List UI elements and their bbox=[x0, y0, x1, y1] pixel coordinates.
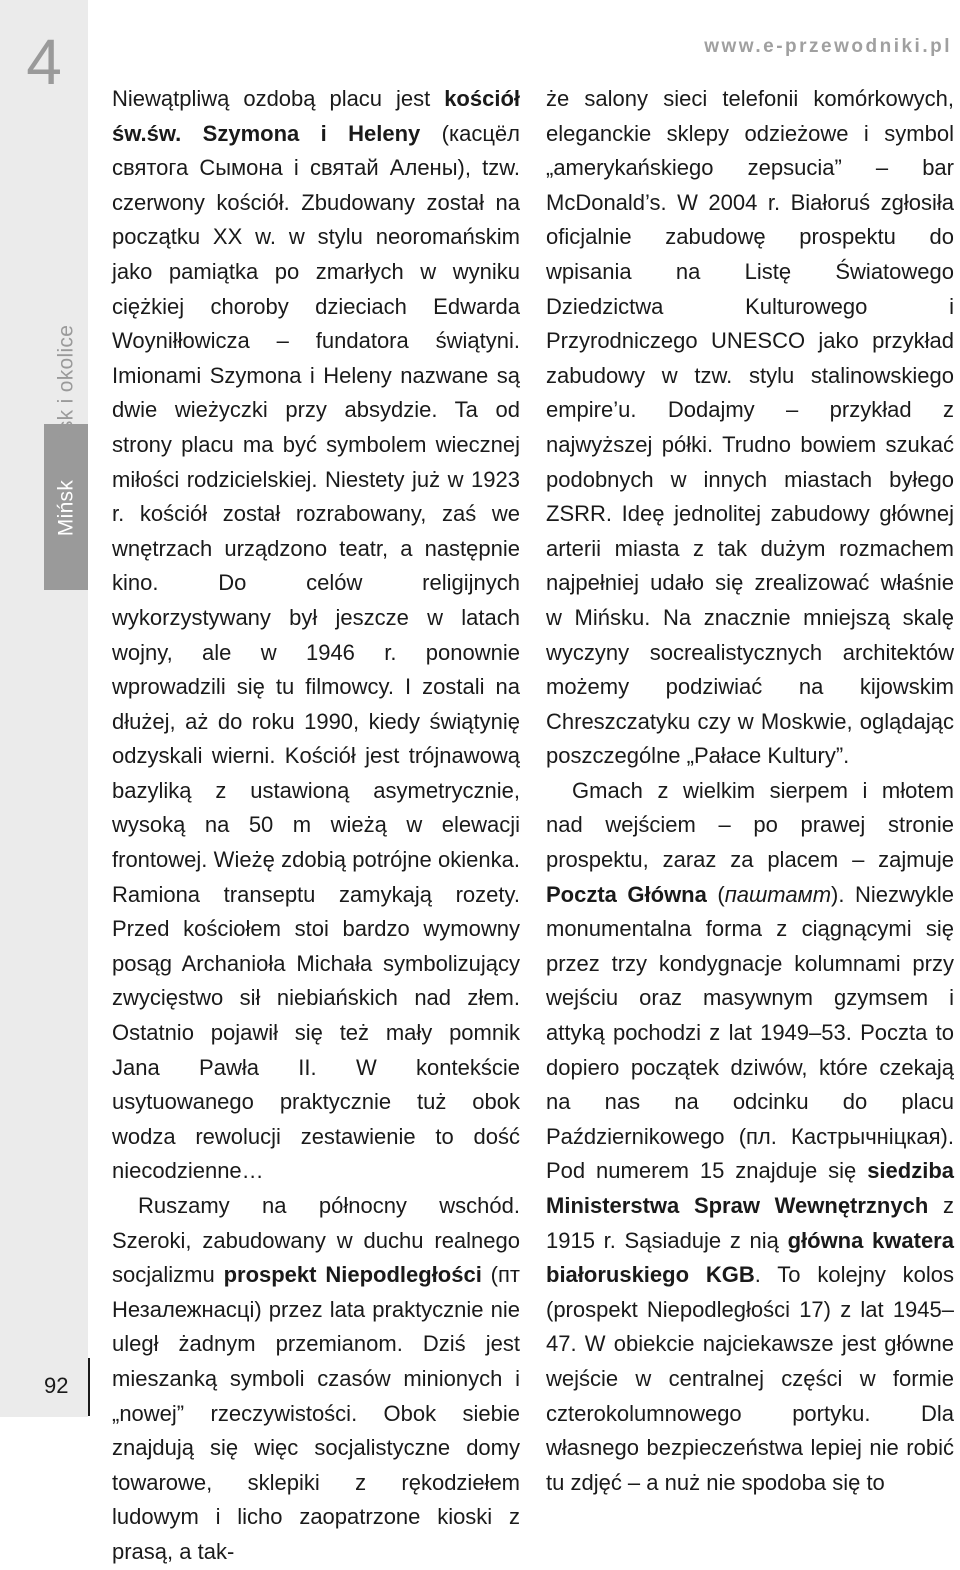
page-number: 92 bbox=[44, 1373, 69, 1398]
paragraph-text: ( bbox=[706, 881, 725, 907]
section-city: Mińsk bbox=[54, 479, 78, 537]
page-number-rule bbox=[88, 1358, 90, 1416]
paragraph bbox=[112, 1189, 520, 1570]
paragraph-text: ). Niezwykle monumentalna forma z ciągnącymi się przez trzy kondygnacje kolumnami przy wejściu oraz masywnym gzymsem i attyką pochodzi z lat 1949–53. Poczta to dopiero początek dziwów, które czekają na nas na odcinku do placu Październikowego (пл. Кастрычніцкая). Pod numerem 15 znajduje się bbox=[546, 881, 954, 1184]
right-column bbox=[546, 82, 954, 1500]
site-url: www.e-przewodniki.pl bbox=[704, 36, 952, 57]
paragraph bbox=[112, 82, 520, 1189]
paragraph-text: . To kolejny kolos (prospekt Niepodległości 17) z lat 1945–47. W obiekcie najciekawsze jest główne wejście w centralnej części w formie czterokolumnowego portyku. Dla własnego bezpieczeństwa lepiej nie robić tu zdjęć – a nuż nie spodoba się to bbox=[546, 1262, 954, 1495]
sidebar bbox=[0, 0, 88, 1417]
paragraph bbox=[546, 774, 954, 1500]
paragraph-text: Niewątpliwą ozdobą placu jest bbox=[112, 86, 445, 111]
highlight-kgb: główna kwatera białoruskiego KGB bbox=[546, 1227, 954, 1288]
paragraph-text: że salony sieci telefonii komórkowych, eleganckie sklepy odzieżowe i symbol „amerykańskiego zepsucia” – bar McDonald’s. W 2004 r. Białoruś zgłosiła oficjalnie zabudowę prospektu do wpisania na Listę Światowego Dziedzictwa Kulturowego i Przyrodniczego UNESCO jako przykład zabudowy w tzw. stylu stalinowskiego empire’u. Dodajmy – przykład z najwyższej półki. Trudno bowiem szukać podobnych w innych miastach byłego ZSRR. Ideę jednolitej zabudowy głównej arterii miasta z tak dużym rozmachem najpełniej udało się zrealizować właśnie w Mińsku. Na znacznie mniejszą skalę wyczyny socrealistycznych architektów możemy podziwiać na kijowskim Chreszczatyku czy w Moskwie, oglądając poszczególne „Pałace Kultury”. bbox=[546, 86, 954, 769]
italic-term: паштамт bbox=[724, 881, 832, 907]
highlight-prospekt: prospekt Niepodległości bbox=[223, 1262, 482, 1288]
left-column bbox=[112, 82, 520, 1570]
chapter-number: 4 bbox=[26, 26, 62, 98]
paragraph-text: Gmach z wielkim sierpem i młotem nad wejściem – po prawej stronie prospektu, zaraz za placem – zajmuje bbox=[546, 777, 954, 873]
paragraph-text: (пт Незалежнасці) przez lata praktycznie nie uległ żadnym przemianom. Dziś jest mieszanką symboli czasów minionych i „nowej” rzeczywistości. Obok siebie znajdują się więc socjalistyczne domy towarowe, sklepiki z rękodziełem ludowym i licho zaopatrzone kioski z prasą, a tak- bbox=[112, 1262, 520, 1564]
paragraph-text: Ruszamy na północny wschód. Szeroki, zabudowany w duchu realnego socjalizmu bbox=[112, 1193, 520, 1288]
section-region: Mińsk i okolice bbox=[54, 324, 78, 466]
paragraph-text: (касцёл святога Сымона і святай Алены), tzw. czerwony kościół. Zbudowany został na początku XX w. w stylu neoromańskim jako pamiątka po zmarłych w wyniku ciężkiej choroby dzieciach Edwarda Woyniłłowicza – fundatora świątyni. Imionami Szymona i Heleny nazwane są dwie wieżyczki przy absydzie. Ta od strony placu ma być symbolem wiecznej miłości rodzicielskiej. Niestety już w 1923 r. kościół został rozrabowany, zaś we wnętrzach urządzono teatr, a następnie kino. Do celów religijnych wykorzystywany był jeszcze w latach wojny, ale w 1946 r. ponownie wprowadzili się tu filmowcy. I zostali na dłużej, aż do roku 1990, kiedy świątynię odzyskali wierni. Kościół jest trójnawową bazyliką z ustawioną asymetrycznie, wysoką na 50 m wieżą w elewacji frontowej. Wieżę zdobią potrójne okienka. Ramiona transeptu zamykają rozety. Przed kościołem stoi bardzo wymowny posąg Archanioła Michała symbolizujący zwycięstwo sił niebiańskich nad złem. Ostatnio pojawił się też mały pomnik Jana Pawła II. W kontekście usytuowanego praktycznie tuż obok wodza rewolucji zestawienie to dość niecodzienne… bbox=[112, 120, 520, 1184]
section-label bbox=[56, 325, 77, 536]
highlight-ministry: siedziba Ministerstwa Spraw Wewnętrznych bbox=[546, 1158, 954, 1218]
highlight-post-office: Poczta Główna bbox=[546, 881, 707, 907]
paragraph-text: z 1915 r. Sąsiaduje z nią bbox=[546, 1193, 954, 1253]
paragraph bbox=[546, 82, 954, 774]
highlight-church: kościół św.św. Szymona i Heleny bbox=[112, 86, 520, 146]
